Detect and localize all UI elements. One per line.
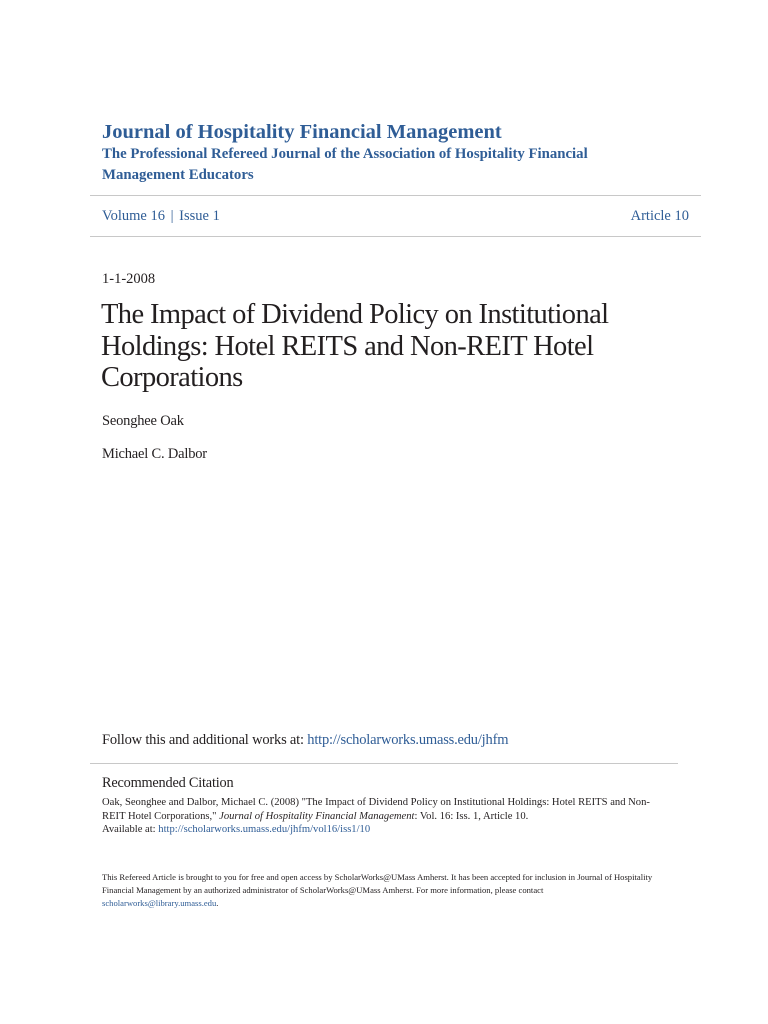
header-divider-bottom [90, 236, 701, 237]
citation-journal-name: Journal of Hospitality Financial Management [219, 810, 415, 822]
journal-title-link[interactable]: Journal of Hospitality Financial Management [102, 121, 502, 143]
contact-email-link[interactable]: scholarworks@library.umass.edu [102, 897, 217, 908]
volume-issue-separator: | [170, 208, 174, 224]
access-notice [102, 871, 662, 909]
citation-body [102, 796, 662, 837]
volume-issue-row [102, 206, 220, 226]
journal-subtitle-link[interactable]: The Professional Refereed Journal of the Association of Hospitality Financial Management Educators [102, 146, 588, 183]
notice-end: . [216, 897, 219, 908]
author-name: Michael C. Dalbor [102, 446, 207, 462]
citation-divider [90, 763, 678, 764]
header-divider-top [90, 195, 701, 196]
available-label: Available at: [102, 824, 159, 835]
publication-date: 1-1-2008 [102, 271, 156, 287]
follow-label: Follow this and additional works at: [102, 732, 308, 748]
issue-link[interactable]: Issue 1 [179, 208, 220, 224]
available-url-link[interactable]: http://scholarworks.umass.edu/jhfm/vol16/iss1/10 [158, 824, 371, 835]
follow-url-link[interactable]: http://scholarworks.umass.edu/jhfm [307, 732, 509, 748]
article-number-link[interactable]: Article 10 [630, 208, 689, 224]
notice-text: This Refereed Article is brought to you for free and open access by ScholarWorks@UMass Amherst. It has been accepted for inclusion in Journal of Hospitality Financial Management by an authorized administrator of ScholarWorks@UMass Amherst. For more information, please contact [102, 872, 653, 895]
volume-link[interactable]: Volume 16 [102, 208, 165, 224]
article-title: The Impact of Dividend Policy on Institutional Holdings: Hotel REITS and Non-REIT Hotel Corporations [101, 299, 609, 393]
citation-text: Oak, Seonghee and Dalbor, Michael C. (2008) "The Impact of Dividend Policy on Institutional Holdings: Hotel REITS and Non-REIT Hotel Corporations," [102, 797, 650, 822]
citation-heading: Recommended Citation [102, 775, 234, 791]
citation-volume-info: : Vol. 16: Iss. 1, Article 10. [414, 810, 529, 822]
follow-line [102, 730, 508, 750]
author-name: Seonghee Oak [102, 413, 184, 429]
